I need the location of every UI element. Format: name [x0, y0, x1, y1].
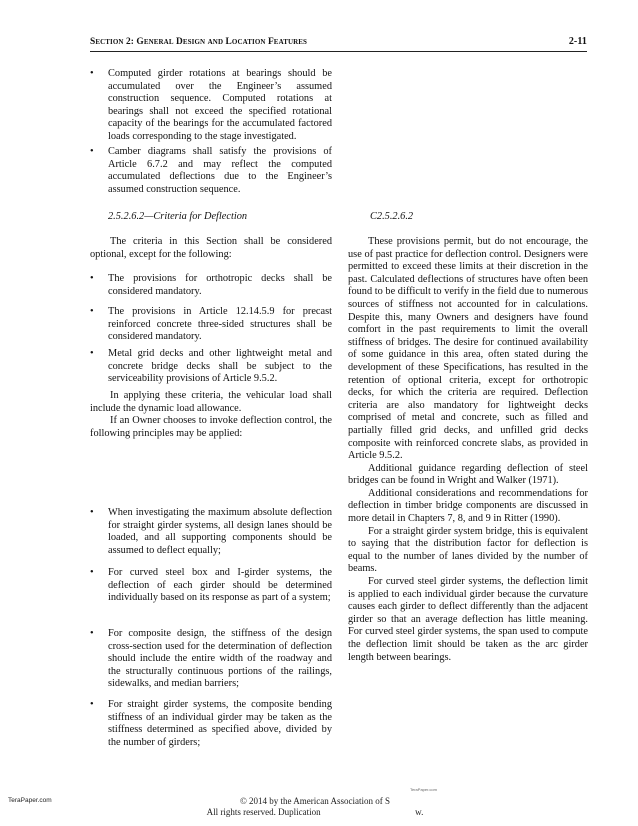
paragraph: If an Owner chooses to invoke deflection control, the following principles may be applied: — [90, 415, 332, 439]
bullet-glyph: • — [90, 348, 94, 359]
commentary-body — [348, 236, 588, 664]
paragraph: Additional guidance regarding deflection of steel bridges can be found in Wright and Walker (1971). — [348, 462, 588, 487]
bullet-glyph: • — [90, 273, 94, 284]
bullet-text: The provisions for orthotropic decks shall be considered mandatory. — [108, 273, 332, 297]
bullet-text: Camber diagrams shall satisfy the provisions of Article 6.7.2 and may reflect the computed accumulated deflections due to the Engineer’s assumed construction sequence. — [108, 146, 332, 195]
section-title: Section 2: General Design and Location Features — [90, 37, 308, 47]
intro-paragraph — [90, 236, 332, 261]
watermark-link[interactable]: TeraPaper.com — [8, 797, 52, 804]
bullet-glyph: • — [90, 306, 94, 317]
bullet-glyph: • — [90, 68, 94, 79]
paragraph: The criteria in this Section shall be considered optional, except for the following: — [90, 236, 332, 260]
rights-text: All rights reserved. Duplication — [206, 807, 321, 817]
bullet-text: For composite design, the stiffness of the design cross-section used for the determination of deflection should include the entire width of the roadway and the structurally continuous portions of the railings, sidewalks, and median barriers; — [108, 628, 332, 690]
list-item — [90, 146, 332, 196]
bullet-text: Metal grid decks and other lightweight metal and concrete bridge decks shall be subject to the serviceability provisions of Article 9.5.2. — [108, 348, 332, 385]
rights-line — [150, 807, 480, 818]
paragraph: In applying these criteria, the vehicular load shall include the dynamic load allowance. — [90, 390, 332, 414]
list-item — [90, 306, 332, 344]
bullet-glyph: • — [90, 146, 94, 157]
bullet-text: The provisions in Article 12.14.5.9 for precast reinforced concrete three-sided structures shall be considered mandatory. — [108, 306, 332, 343]
list-item — [90, 699, 332, 749]
bullet-text: For curved steel box and I-girder systems, the deflection of each girder should be determined individually based on its response as part of a system; — [108, 567, 332, 604]
copyright-line: © 2014 by the American Association of S — [239, 796, 391, 806]
section-heading: 2.5.2.6.2—Criteria for Deflection — [108, 211, 248, 222]
bullet-glyph: • — [90, 628, 94, 639]
list-item — [90, 628, 332, 691]
bullet-text: Computed girder rotations at bearings should be accumulated over the Engineer’s assumed construction sequence. Computed rotations at bearings shall not exceed the specified rotational capacity of the bearings for the accumulated factored loads corresponding to the stage investigated. — [108, 68, 332, 142]
paragraph: For curved steel girder systems, the deflection limit is applied to each individual girder because the curvature causes each girder to deflect differently than the adjacent girder so that an average deflection has little meaning. For curved steel girder systems, the span used to compute the deflection limit should be taken as the arc girder length between bearings. — [348, 576, 588, 663]
paragraph: Additional considerations and recommendations for deflection in timber bridge components are discussed in more detail in Chapters 7, 8, and 9 in Ritter (1990). — [348, 487, 588, 525]
list-item — [90, 348, 332, 386]
watermark-small: TeraPaper.com — [410, 787, 437, 792]
page-number: 2-11 — [568, 36, 587, 47]
paragraph: For a straight girder system bridge, this is equivalent to saying that the distribution factor for deflection is equal to the number of lanes divided by the number of beams. — [348, 525, 588, 575]
bullet-glyph: • — [90, 507, 94, 518]
list-item — [90, 68, 332, 144]
bullet-text: When investigating the maximum absolute deflection for straight girder systems, all design lanes should be loaded, and all supporting components should be assumed to deflect equally; — [108, 507, 332, 556]
copyright-footer — [150, 796, 480, 818]
paragraph: These provisions permit, but do not encourage, the use of past practice for deflection control. Designers were permitted to exceed these limits at their discretion in the past. Calculated deflections of structures have often been found to be difficult to verify in the field due to numerous sources of stiffness not accounted for in calculations. Despite this, many Owners and designers have found comfort in the past requirements to limit the overall stiffness of bridges. The desire for continued availability of some guidance in this area, often stated during the development of these Specifications, has resulted in the retention of optional criteria, except for orthotropic decks, for which the criteria are required. Deflection criteria are also mandatory for lightweight decks comprised of metal and concrete, such as filled and partially filled grid decks, and unfilled grid decks composite with reinforced concrete slabs, as provided in Article 9.5.2. — [348, 236, 588, 462]
commentary-heading: C2.5.2.6.2 — [370, 211, 414, 222]
running-header — [90, 37, 587, 52]
load-paragraphs — [90, 390, 332, 440]
rights-tail: w. — [415, 807, 424, 817]
bullet-glyph: • — [90, 567, 94, 578]
list-item — [90, 273, 332, 298]
list-item — [90, 507, 332, 557]
bullet-text: For straight girder systems, the composite bending stiffness of an individual girder may be taken as the stiffness determined as specified above, divided by the number of girders; — [108, 699, 332, 748]
list-item — [90, 567, 332, 605]
bullet-glyph: • — [90, 699, 94, 710]
